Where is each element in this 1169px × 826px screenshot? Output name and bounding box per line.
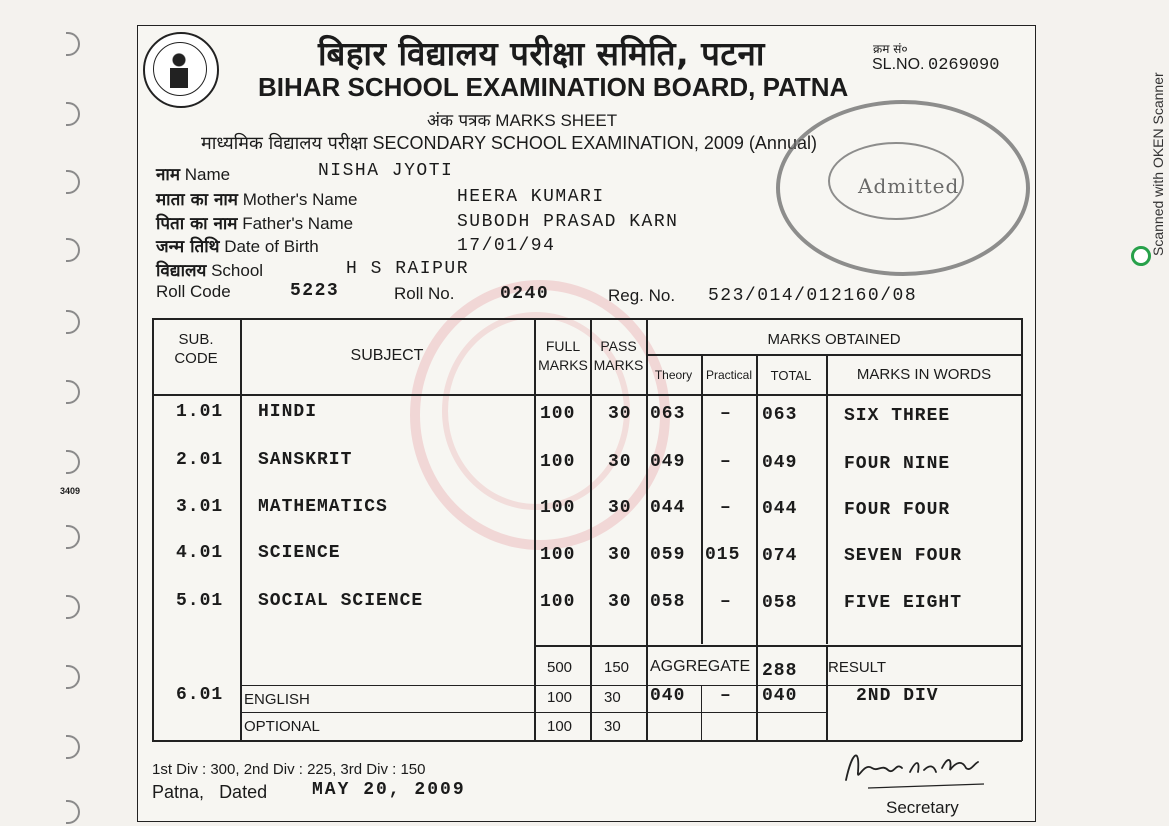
- english-theory: 040: [650, 686, 686, 706]
- admitted-stamp: [776, 100, 1030, 276]
- english-code: 6.01: [176, 685, 224, 705]
- row-pass: 30: [608, 545, 632, 565]
- row-pass: 30: [608, 452, 632, 472]
- perforation-hole: [66, 238, 80, 262]
- perforation-hole: [66, 170, 80, 194]
- row-pass: 30: [608, 592, 632, 612]
- date-of-birth: 17/01/94: [457, 236, 556, 256]
- exam-heading-hindi: माध्यमिक विद्यालय परीक्षा: [201, 133, 368, 154]
- exam-heading-english: SECONDARY SCHOOL EXAMINATION, 2009 (Annual): [372, 133, 817, 153]
- roll-code: 5223: [290, 281, 340, 301]
- scanner-logo-icon: [1131, 246, 1151, 266]
- row-code: 2.01: [176, 450, 224, 470]
- row-code: 3.01: [176, 497, 224, 517]
- row-pass: 30: [608, 404, 632, 424]
- aggregate-label: AGGREGATE: [650, 658, 751, 675]
- header-subject: SUBJECT: [350, 347, 424, 364]
- english-pass: 30: [604, 689, 621, 706]
- perforation-hole: [66, 665, 80, 689]
- optional-pass: 30: [604, 718, 621, 735]
- english-full: 100: [547, 689, 573, 706]
- row-pass: 30: [608, 498, 632, 518]
- perforation-hole: [66, 310, 80, 334]
- aggregate-pass: 150: [604, 659, 630, 676]
- exam-heading: [201, 131, 817, 155]
- perforation-hole: [66, 32, 80, 56]
- board-seal-logo: [143, 32, 219, 108]
- row-theory: 049: [650, 452, 686, 472]
- header-practical: Practical: [705, 368, 752, 382]
- serial-label: SL.NO.: [872, 56, 925, 73]
- english-subject: ENGLISH: [244, 691, 310, 708]
- marksheet-heading-english: MARKS SHEET: [495, 111, 618, 130]
- row-total: 058: [762, 593, 798, 613]
- school-label: विद्यालय School: [156, 261, 264, 281]
- row-total: 063: [762, 405, 798, 425]
- roll-code-label: Roll Code: [156, 282, 231, 301]
- row-full: 100: [540, 404, 576, 424]
- header-full-marks: FULL MARKS: [538, 338, 588, 373]
- row-total: 044: [762, 499, 798, 519]
- header-sub-code: SUB. CODE: [174, 331, 218, 367]
- row-total: 049: [762, 453, 798, 473]
- row-code: 4.01: [176, 543, 224, 563]
- school-name: H S RAIPUR: [346, 259, 470, 279]
- perforation-hole: [66, 525, 80, 549]
- secretary-signature: [838, 742, 988, 792]
- mother-label: माता का नाम Mother's Name: [156, 190, 358, 210]
- row-theory: 063: [650, 404, 686, 424]
- registration-number: 523/014/012160/08: [708, 286, 918, 306]
- stamp-text: Admitted: [858, 174, 960, 198]
- row-theory: 044: [650, 498, 686, 518]
- perforation-hole: [66, 735, 80, 759]
- roll-number: 0240: [500, 284, 550, 304]
- row-full: 100: [540, 545, 576, 565]
- marksheet-heading: [427, 108, 617, 131]
- row-subject: MATHEMATICS: [258, 497, 388, 517]
- aggregate-value: 288: [762, 661, 798, 681]
- margin-code: 3409: [60, 486, 81, 496]
- student-name: NISHA JYOTI: [318, 161, 454, 181]
- header-marks-in-words: MARKS IN WORDS: [856, 366, 992, 383]
- father-label: पिता का नाम Father's Name: [156, 214, 354, 234]
- reg-no-label: Reg. No.: [608, 286, 676, 305]
- row-full: 100: [540, 452, 576, 472]
- row-words: SEVEN FOUR: [844, 546, 963, 566]
- scanner-watermark: Scanned with OKEN Scanner: [1150, 72, 1166, 256]
- header-marks-obtained: MARKS OBTAINED: [767, 331, 901, 348]
- row-practical: –: [720, 498, 732, 518]
- issue-place: Patna, Dated: [152, 782, 268, 802]
- result-value: 2ND DIV: [856, 686, 939, 706]
- division-rule: 1st Div : 300, 2nd Div : 225, 3rd Div : 150: [152, 761, 426, 778]
- row-full: 100: [540, 498, 576, 518]
- row-words: SIX THREE: [844, 406, 951, 426]
- perforation-hole: [66, 380, 80, 404]
- issue-date: MAY 20, 2009: [312, 780, 466, 800]
- row-full: 100: [540, 592, 576, 612]
- marksheet-heading-hindi: अंक पत्रक: [427, 111, 491, 131]
- optional-full: 100: [547, 718, 573, 735]
- row-theory: 059: [650, 545, 686, 565]
- serial-label-hindi: क्रम सं०: [873, 42, 908, 56]
- perforation-hole: [66, 450, 80, 474]
- name-label: नाम Name: [156, 165, 231, 185]
- row-subject: SCIENCE: [258, 543, 341, 563]
- perforation-hole: [66, 102, 80, 126]
- board-title-english: BIHAR SCHOOL EXAMINATION BOARD, PATNA: [258, 72, 849, 102]
- board-title-hindi: बिहार विद्यालय परीक्षा समिति, पटना: [318, 34, 765, 73]
- row-practical: –: [720, 404, 732, 424]
- row-practical: –: [720, 452, 732, 472]
- row-theory: 058: [650, 592, 686, 612]
- row-practical: –: [720, 592, 732, 612]
- row-practical: 015: [705, 545, 741, 565]
- optional-subject: OPTIONAL: [244, 718, 320, 735]
- row-subject: SOCIAL SCIENCE: [258, 591, 424, 611]
- row-subject: HINDI: [258, 402, 318, 422]
- row-words: FOUR FOUR: [844, 500, 951, 520]
- header-total: TOTAL: [770, 368, 812, 383]
- aggregate-full: 500: [547, 659, 573, 676]
- row-words: FOUR NINE: [844, 454, 951, 474]
- roll-no-label: Roll No.: [394, 284, 455, 303]
- row-code: 5.01: [176, 591, 224, 611]
- dob-label: जन्म तिथि Date of Birth: [156, 237, 319, 257]
- serial-number: 0269090: [928, 56, 1000, 75]
- english-total: 040: [762, 686, 798, 706]
- secretary-label: Secretary: [886, 798, 959, 817]
- row-total: 074: [762, 546, 798, 566]
- perforation-margin: [58, 20, 88, 820]
- row-words: FIVE EIGHT: [844, 593, 963, 613]
- father-name: SUBODH PRASAD KARN: [457, 212, 679, 232]
- row-code: 1.01: [176, 402, 224, 422]
- header-pass-marks: PASS MARKS: [593, 338, 644, 373]
- mother-name: HEERA KUMARI: [457, 187, 605, 207]
- perforation-hole: [66, 800, 80, 824]
- header-theory: Theory: [654, 368, 693, 382]
- result-label: RESULT: [828, 659, 887, 676]
- row-subject: SANSKRIT: [258, 450, 353, 470]
- perforation-hole: [66, 595, 80, 619]
- english-practical: –: [720, 686, 732, 706]
